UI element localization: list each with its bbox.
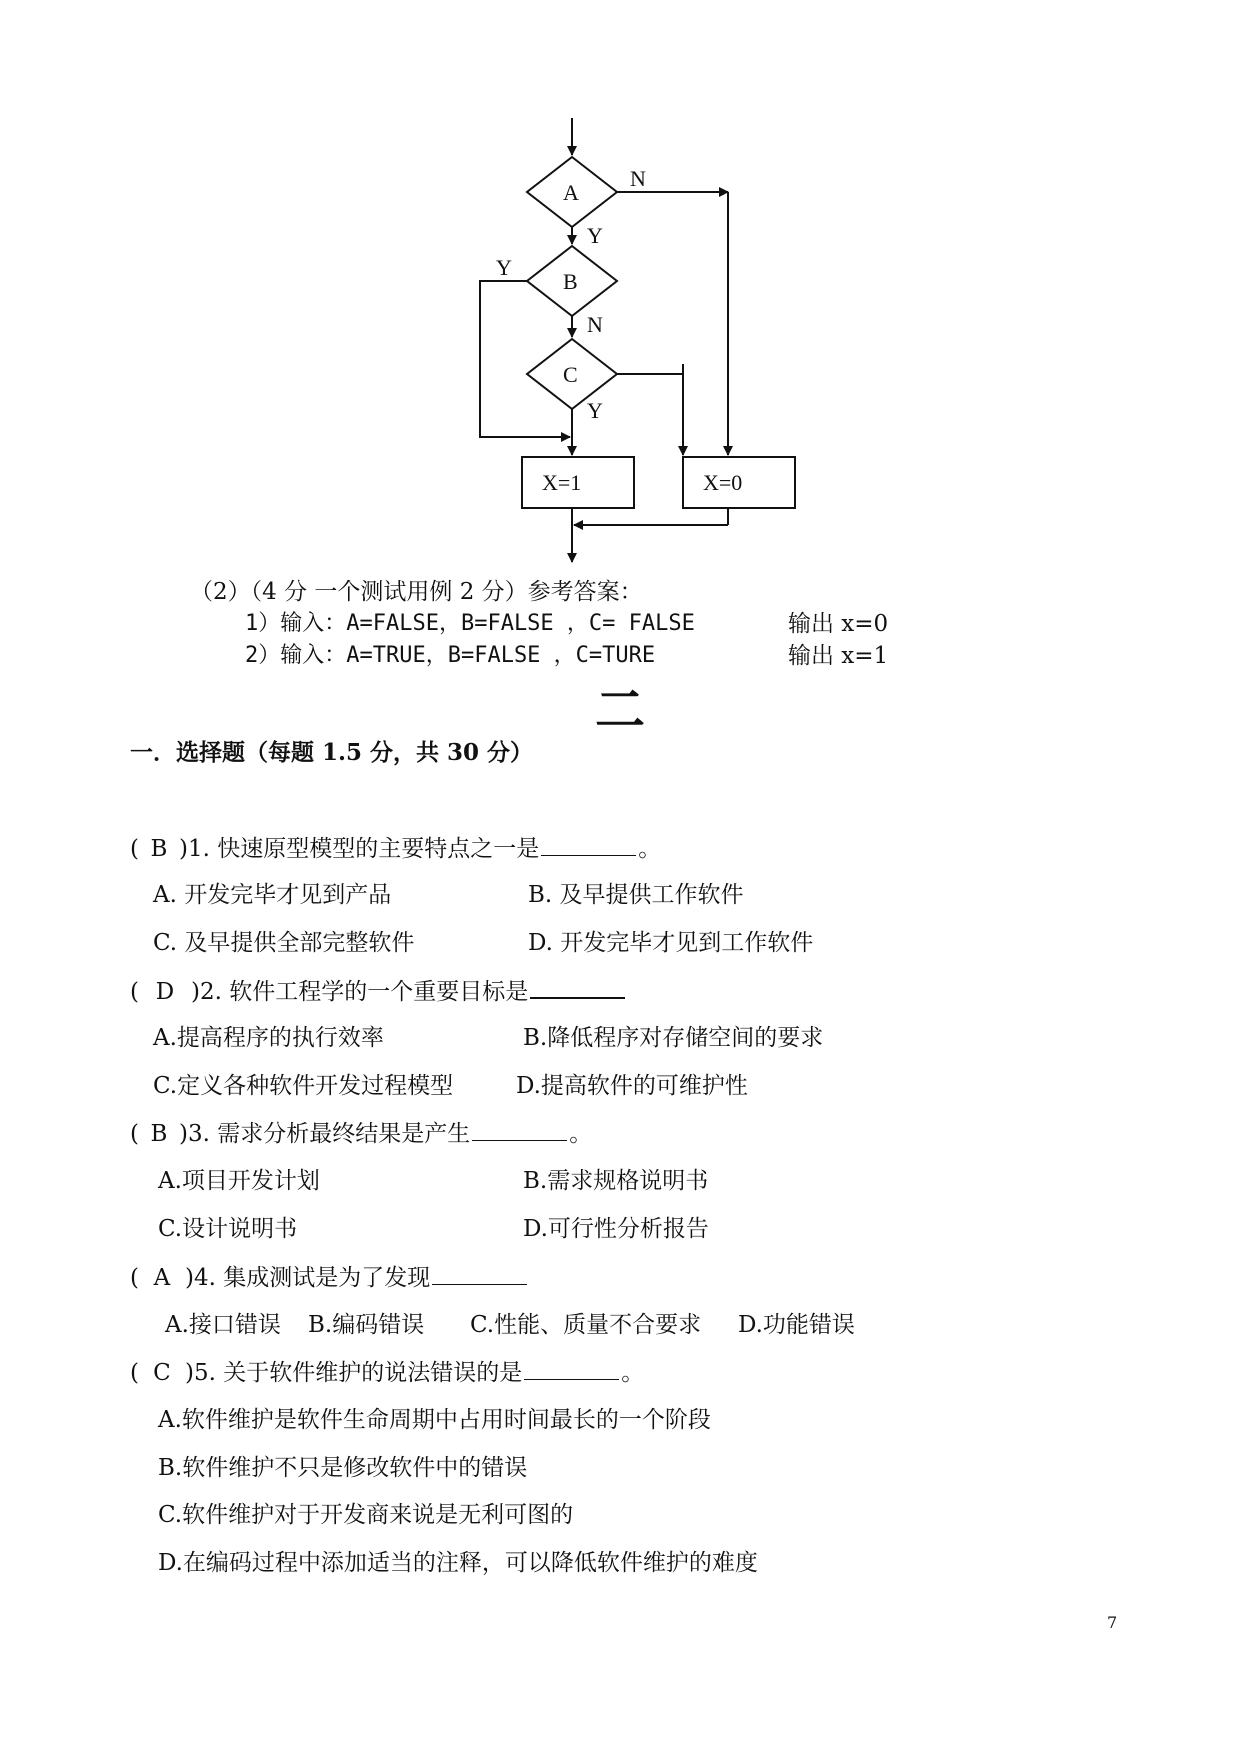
- q5-option-d: D.在编码过程中添加适当的注释，可以降低软件维护的难度: [158, 1550, 758, 1576]
- node-c-label: C: [563, 362, 578, 387]
- question-1: [130, 833, 661, 864]
- label-a-yes: Y: [587, 223, 603, 248]
- section-number: 二: [595, 680, 645, 739]
- answer-blank: [432, 1262, 527, 1285]
- q4-option-c: C.性能、质量不合要求: [470, 1312, 702, 1338]
- question-open-paren: (: [130, 1265, 139, 1291]
- test-case-1-output: 输出 x=0: [788, 611, 889, 637]
- question-number: )2.: [190, 979, 222, 1005]
- question-stem: 快速原型模型的主要特点之一是: [217, 836, 540, 862]
- question-stem: 集成测试是为了发现: [223, 1265, 431, 1291]
- node-b-label: B: [563, 269, 578, 294]
- q1-option-a: A. 开发完毕才见到产品: [153, 882, 392, 908]
- q2-option-a: A.提高程序的执行效率: [153, 1025, 384, 1051]
- q4-option-d: D.功能错误: [738, 1312, 855, 1338]
- answer-blank: [472, 1118, 567, 1141]
- question-answer: D: [155, 979, 175, 1005]
- label-a-no: N: [630, 166, 646, 191]
- q2-option-b: B.降低程序对存储空间的要求: [523, 1025, 824, 1051]
- q3-option-d: D.可行性分析报告: [523, 1216, 709, 1242]
- label-b-yes: Y: [496, 255, 512, 280]
- answer-blank: [530, 975, 625, 999]
- answer-blank: [541, 833, 636, 856]
- node-x0-label: X=0: [703, 470, 743, 495]
- q4-option-b: B.编码错误: [308, 1312, 425, 1338]
- question-5: [130, 1357, 644, 1388]
- question-number: )1.: [178, 836, 210, 862]
- question-open-paren: (: [130, 979, 139, 1005]
- test-case-1-input: 1）输入：A=FALSE，B=FALSE ，C= FALSE: [245, 611, 695, 636]
- question-2: [130, 975, 627, 1007]
- question-answer: A: [153, 1265, 171, 1291]
- question-number: )4.: [184, 1265, 216, 1291]
- question-end: 。: [638, 836, 662, 862]
- label-c-yes: Y: [587, 398, 603, 423]
- question-open-paren: (: [130, 1360, 139, 1386]
- question-4: [130, 1262, 529, 1293]
- question-answer: C: [153, 1360, 171, 1386]
- q2-option-c: C.定义各种软件开发过程模型: [153, 1073, 454, 1099]
- question-number: )5.: [184, 1360, 216, 1386]
- test-case-2-input: 2）输入：A=TRUE，B=FALSE ，C=TURE: [245, 643, 656, 668]
- question-number: )3.: [178, 1121, 210, 1147]
- q3-option-c: C.设计说明书: [158, 1216, 298, 1242]
- question-answer: B: [150, 1121, 168, 1147]
- node-a-label: A: [563, 180, 579, 205]
- answer-header: （2）（4 分 一个测试用例 2 分）参考答案：: [190, 579, 643, 605]
- q1-option-b: B. 及早提供工作软件: [528, 882, 744, 908]
- test-case-2-output: 输出 x=1: [788, 643, 889, 669]
- q1-option-d: D. 开发完毕才见到工作软件: [528, 930, 814, 956]
- answer-blank: [524, 1357, 619, 1380]
- question-end: 。: [621, 1360, 645, 1386]
- q3-option-a: A.项目开发计划: [158, 1168, 320, 1194]
- q4-option-a: A.接口错误: [165, 1312, 281, 1338]
- question-answer: B: [150, 836, 168, 862]
- page-number: 7: [1107, 1613, 1118, 1632]
- question-open-paren: (: [130, 1121, 139, 1147]
- q5-option-b: B.软件维护不只是修改软件中的错误: [158, 1455, 528, 1481]
- question-open-paren: (: [130, 836, 139, 862]
- question-end: 。: [569, 1121, 593, 1147]
- question-stem: 需求分析最终结果是产生: [217, 1121, 471, 1147]
- question-3: [130, 1118, 592, 1149]
- flowchart: [470, 110, 810, 570]
- section-title: 一．选择题（每题 1.5 分，共 30 分）: [130, 739, 534, 766]
- q1-option-c: C. 及早提供全部完整软件: [153, 930, 415, 956]
- label-b-no: N: [587, 312, 603, 337]
- question-stem: 关于软件维护的说法错误的是: [223, 1360, 523, 1386]
- q5-option-c: C.软件维护对于开发商来说是无利可图的: [158, 1502, 574, 1528]
- node-x1-label: X=1: [542, 470, 582, 495]
- q2-option-d: D.提高软件的可维护性: [516, 1073, 748, 1099]
- q5-option-a: A.软件维护是软件生命周期中占用时间最长的一个阶段: [158, 1407, 711, 1433]
- q3-option-b: B.需求规格说明书: [523, 1168, 709, 1194]
- question-stem: 软件工程学的一个重要目标是: [229, 979, 529, 1005]
